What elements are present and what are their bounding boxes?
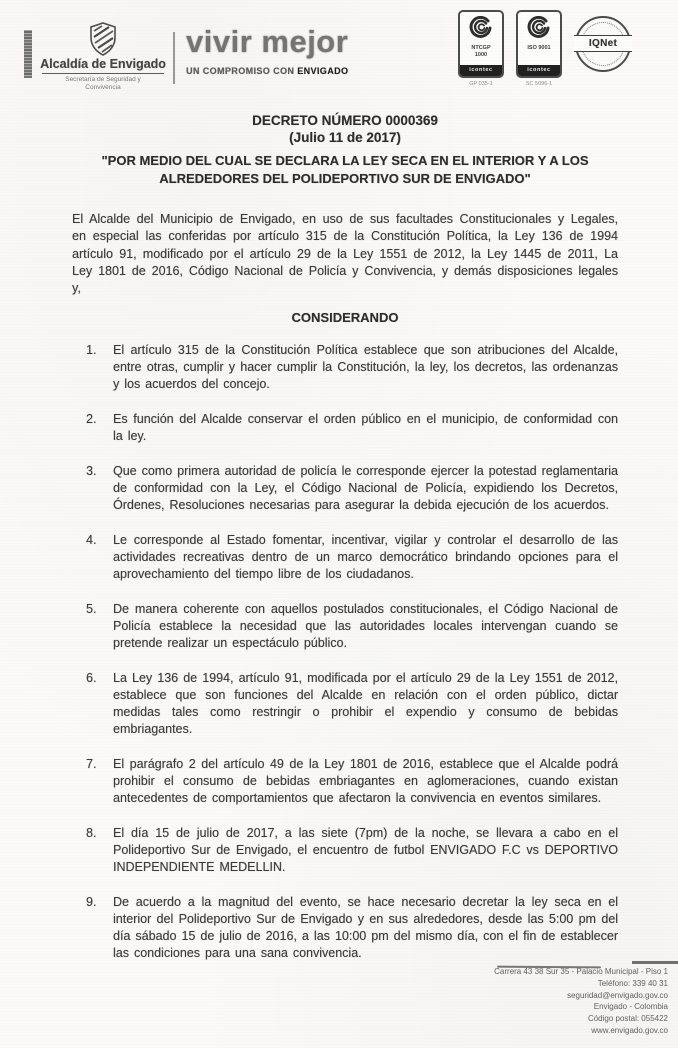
icontec-swirl-icon	[527, 27, 551, 44]
vivir-mejor-logo	[186, 25, 348, 76]
item-text: La Ley 136 de 1994, artículo 91, modificada por el artículo 29 de la Ley 1551 de 2012, establece que son funciones del Alcalde en relación con el orden público, dictar medidas tales como restringir o prohibir el expendio y consumo de bebidas embriagantes.	[113, 670, 618, 736]
considerations-list	[72, 342, 618, 962]
logo-divider	[173, 32, 175, 84]
item-text: Es función del Alcalde conservar el orden público en el municipio, de conformidad con la ley.	[113, 411, 618, 443]
item-number: 2.	[86, 411, 97, 426]
item-number: 1.	[86, 342, 97, 357]
logo-rule	[42, 73, 164, 74]
list-item	[86, 342, 618, 393]
brand-tagline	[186, 66, 348, 76]
considerando-heading: CONSIDERANDO	[291, 309, 399, 325]
item-text: De acuerdo a la magnitud del evento, se hace necesario decretar la ley seca en el interior del Polideportivo Sur de Envigado y en sus alrededores, desde las 5:00 pm del día sábado 15 de julio de 2016, a las 10:00 pm del mismo día, con el fin de establecer las condiciones para una sana convivencia.	[113, 894, 618, 960]
alcaldia-logo-subtitle: Secretaría de Seguridad y Convivencia	[65, 76, 141, 91]
decree-subject: "POR MEDIO DEL CUAL SE DECLARA LA LEY SECA EN EL INTERIOR Y A LOS ALREDEDORES DEL POLIDEPORTIVO SUR DE ENVIGADO"	[101, 153, 589, 186]
footer-website: www.envigado.gov.co	[591, 1025, 668, 1035]
item-text: El día 15 de julio de 2017, a las siete (7pm) de la noche, se llevara a cabo en el Polideportivo Sur de Envigado, el encuentro de futbol ENVIGADO F.C vs DEPORTIVO INDEPENDIENTE MEDELLIN.	[113, 825, 618, 874]
margin-stamp	[24, 30, 32, 78]
item-number: 3.	[86, 463, 97, 478]
certification-badge-iso9001	[516, 10, 562, 87]
item-number: 8.	[86, 825, 97, 840]
iqnet-badge	[574, 10, 632, 72]
item-text: Le corresponde al Estado fomentar, incentivar, vigilar y controlar el desarrollo de las actividades recreativas dentro de un marco democrático brindando opciones para el aprovechamiento del tiempo libre de los ciudadanos.	[113, 532, 618, 581]
document-header	[0, 0, 678, 105]
item-text: El artículo 315 de la Constitución Política establece que son atribuciones del Alcalde, entre otras, cumplir y hacer cumplir la Constitución, la ley, los decretos, las ordenanzas y los acuerdos del concejo.	[113, 342, 618, 391]
footer-contact-block	[494, 966, 668, 1037]
decree-number: DECRETO NÚMERO 0000369	[252, 113, 438, 128]
tagline-envigado: ENVIGADO	[297, 66, 349, 76]
list-item	[86, 670, 618, 738]
certification-badge-ntcgp	[458, 10, 504, 87]
footer-location: Envigado - Colombia	[593, 1002, 668, 1012]
alcaldia-logo-title: Alcaldía de Envigado	[40, 57, 166, 71]
document-body	[72, 112, 618, 962]
alcaldia-logo	[36, 22, 170, 91]
item-number: 5.	[86, 601, 97, 616]
item-number: 4.	[86, 532, 97, 547]
intro-paragraph: El Alcalde del Municipio de Envigado, en uso de sus facultades Constitucionales y Legales, en especial las conferidas por artículo 315 de la Constitución Política, la Ley 136 de 1994 artículo 91, modificado por el artículo 29 de la Ley 1551 de 2012, la Ley 1445 de 2011, La Ley 1801 de 2016, Código Nacional de Policía y Convivencia, y demás disposiciones legales y,	[72, 212, 618, 296]
tagline-prefix: UN COMPROMISO CON	[186, 66, 298, 76]
decree-title	[72, 112, 618, 146]
footer-phone: Teléfono: 339 40 31	[597, 978, 668, 988]
list-item	[86, 411, 618, 445]
certification-badges	[458, 10, 632, 87]
cert-label-line2: 1000	[474, 51, 488, 58]
item-number: 6.	[86, 670, 97, 685]
item-number: 9.	[86, 894, 97, 909]
decree-date: (Julio 11 de 2017)	[289, 130, 401, 145]
ntcgp-badge-box	[458, 10, 504, 78]
iso9001-badge-box	[516, 10, 562, 78]
cert-code: SC 5096-1	[525, 81, 553, 87]
cert-label-line1: ISO 9001	[527, 45, 551, 51]
list-item	[86, 756, 618, 807]
list-item	[86, 463, 618, 514]
footer-address: Carrera 43 38 Sur 35 - Palacio Municipal - Piso 1	[494, 967, 668, 976]
cert-label-line1: NTCGP	[471, 45, 491, 51]
vivir-mejor-wordmark: vivir mejor	[186, 24, 349, 59]
footer-email: seguridad@envigado.gov.co	[567, 990, 668, 1000]
list-item	[86, 532, 618, 583]
list-item	[86, 825, 618, 876]
cert-code: GP 035-1	[469, 81, 493, 87]
item-number: 7.	[86, 756, 97, 771]
pen-underline	[632, 961, 678, 964]
icontec-band: icontec	[518, 65, 560, 76]
shield-icon	[36, 22, 170, 56]
item-text: De manera coherente con aquellos postulados constitucionales, el Código Nacional de Policía establece la necesidad que las autoridades locales intervengan cuando se pretende realizar un espectáculo público.	[113, 601, 618, 650]
item-text: Que como primera autoridad de policía le corresponde ejercer la potestad reglamentaria de conformidad con la Ley, el Código Nacional de Policía, expidiendo los Decretos, Órdenes, Resoluciones necesarias para asegurar la debida ejecución de los acuerdos.	[113, 463, 618, 512]
iqnet-seal	[575, 16, 631, 72]
iqnet-wordmark: IQNet	[574, 35, 632, 52]
icontec-swirl-icon	[469, 27, 493, 44]
item-text: El parágrafo 2 del artículo 49 de la Ley 1801 de 2016, establece que el Alcalde podrá prohibir el consumo de bebidas embriagantes en aglomeraciones, cuando existan antecedentes de comportamientos que afectaron la convivencia en eventos similares.	[113, 756, 618, 805]
list-item	[86, 601, 618, 652]
list-item	[86, 894, 618, 962]
footer-postal-code: Código postal: 055422	[587, 1014, 668, 1024]
icontec-band: icontec	[460, 65, 502, 76]
